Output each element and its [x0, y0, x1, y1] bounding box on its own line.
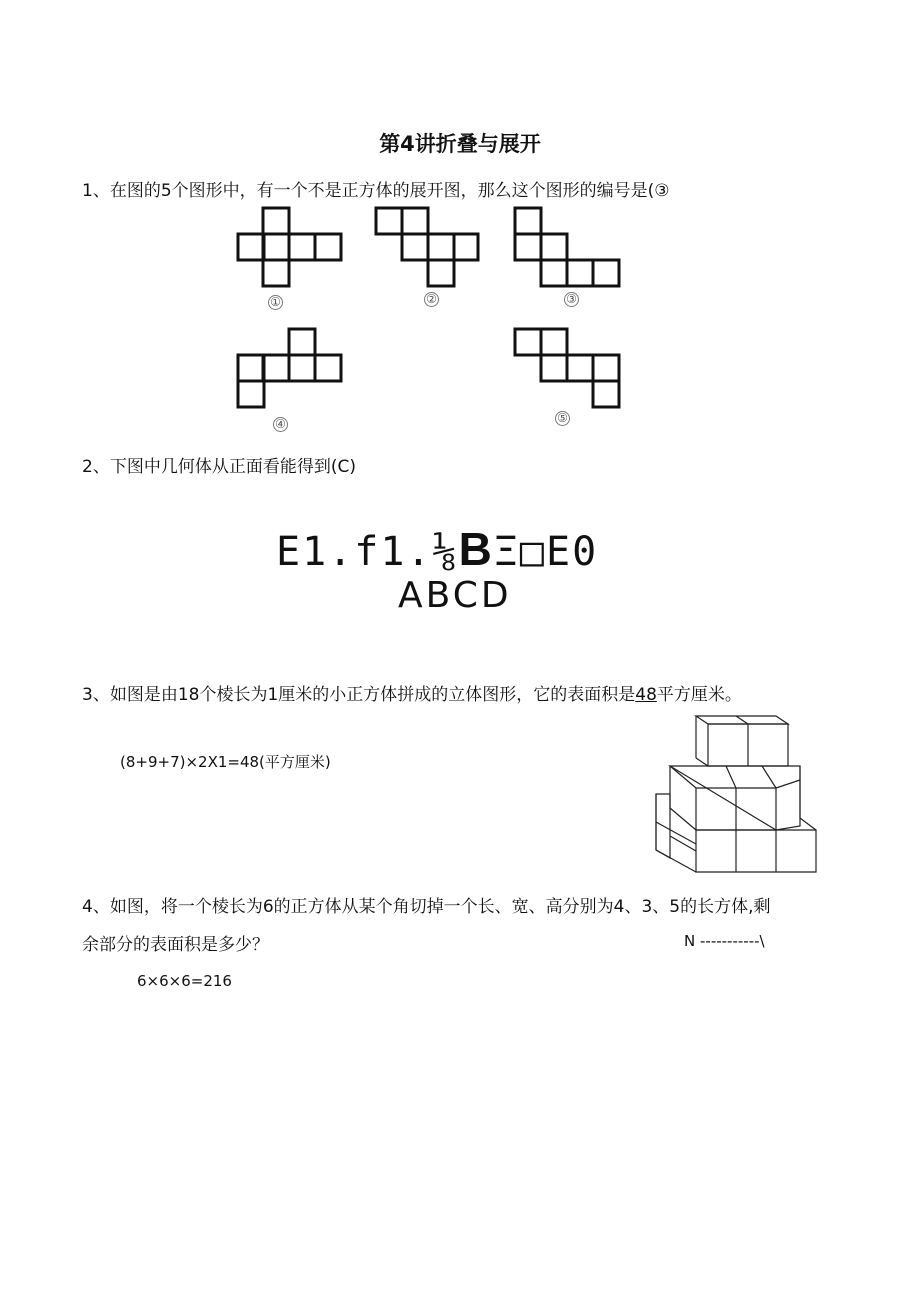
question-4-work: 6×6×6=216 [137, 972, 232, 990]
garbled-text-a: E1.f1. [276, 529, 433, 575]
garbled-text-d: Ξ□E0 [493, 529, 599, 575]
page-title: 第4讲折叠与展开 [379, 132, 541, 156]
question-3-answer: 48 [635, 685, 657, 705]
garbled-text-b: ⅛ [432, 529, 459, 575]
cube-net-1 [237, 207, 341, 287]
question-3-text [82, 680, 742, 705]
option-letters: ABCD [398, 575, 512, 616]
cube-stack-figure [652, 708, 820, 876]
label-2: ② [424, 292, 439, 307]
cube-net-5 [514, 328, 620, 408]
label-4: ④ [273, 417, 288, 432]
question-3-work: (8+9+7)×2X1=48(平方厘米) [120, 753, 331, 771]
question-3-text-after: 平方厘米。 [656, 685, 742, 705]
garbled-figure-row [276, 522, 598, 576]
label-1: ① [268, 295, 283, 310]
label-5: ⑤ [555, 411, 570, 426]
cube-net-4 [237, 328, 341, 408]
stray-mark: N -----------\ [684, 932, 765, 950]
question-1-text: 1、在图的5个图形中，有一个不是正方体的展开图，那么这个图形的编号是(③ [82, 181, 670, 201]
question-4-line1: 4、如图，将一个棱长为6的正方体从某个角切掉一个长、宽、高分别为4、3、5的长方体,剩 [82, 897, 771, 917]
cube-net-2 [375, 207, 479, 287]
cube-net-3 [514, 207, 620, 287]
garbled-text-c: B [458, 523, 494, 575]
label-3: ③ [564, 292, 579, 307]
question-4-line2: 余部分的表面积是多少？ [82, 935, 269, 955]
question-3-text-before: 3、如图是由18个棱长为1厘米的小正方体拼成的立体图形，它的表面积是 [82, 685, 636, 705]
question-2-text: 2、下图中几何体从正面看能得到(C) [82, 457, 356, 477]
